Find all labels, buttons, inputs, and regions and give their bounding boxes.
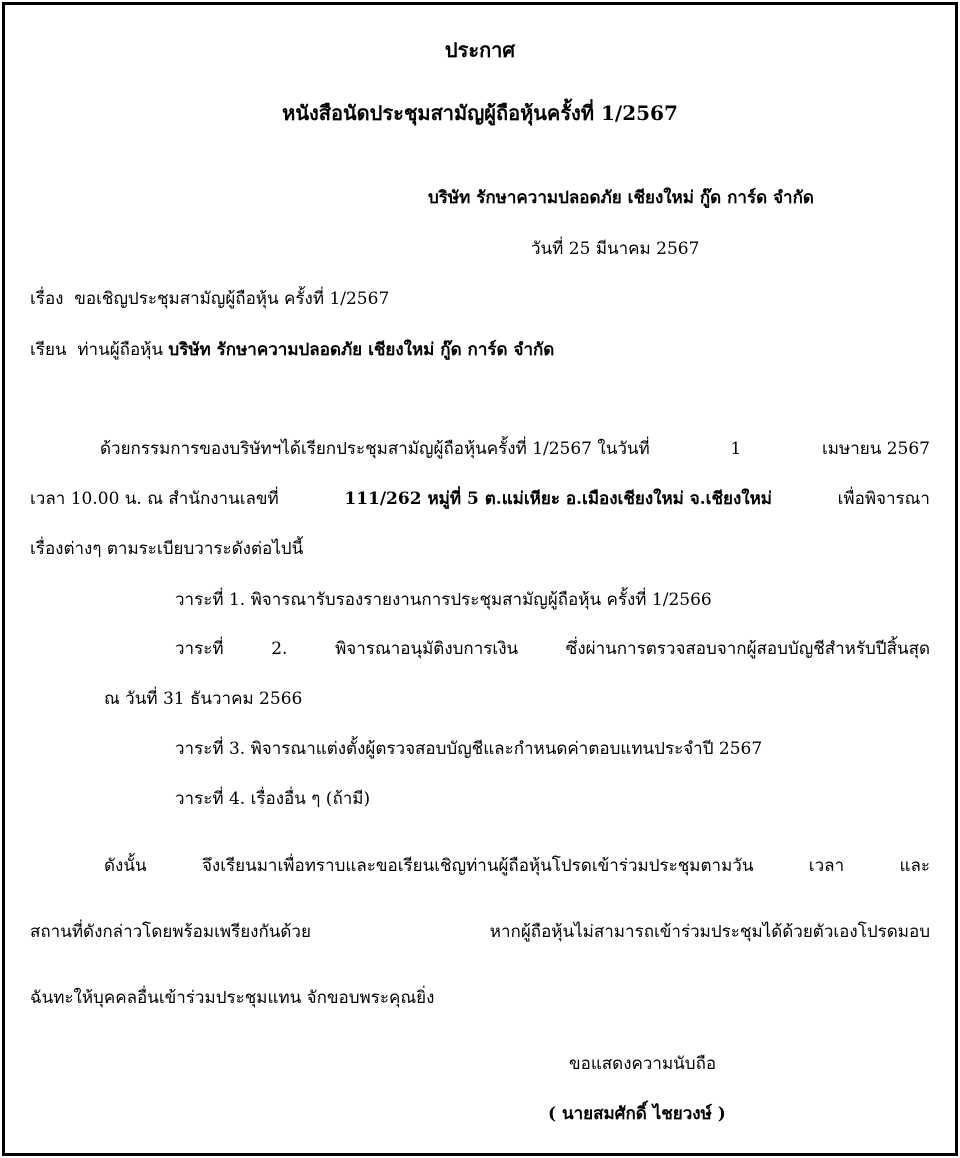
closing-line-1: ดังนั้น จึงเรียนมาเพื่อทราบและขอเรียนเชิญท่านผู้ถือหุ้นโปรดเข้าร่วมประชุมตามวัน เวลา และ	[104, 856, 930, 876]
agenda-item-3: วาระที่ 3. พิจารณาแต่งตั้งผู้ตรวจสอบบัญชีและกำหนดค่าตอบแทนประจำปี 2567	[175, 739, 763, 759]
document-border	[2, 2, 958, 1156]
signature-regards: ขอแสดงความนับถือ	[569, 1054, 717, 1074]
company-name: บริษัท รักษาความปลอดภัย เชียงใหม่ กู๊ด การ์ด จำกัด	[428, 188, 814, 208]
recipient-prefix: ท่านผู้ถือหุ้น	[77, 340, 164, 360]
agenda-item-1: วาระที่ 1. พิจารณารับรองรายงานการประชุมสามัญผู้ถือหุ้น ครั้งที่ 1/2566	[175, 590, 712, 610]
document-date: วันที่ 25 มีนาคม 2567	[531, 239, 700, 259]
intro-month-year: เมษายน 2567	[821, 439, 930, 459]
agenda-item-2-continued: ณ วันที่ 31 ธันวาคม 2566	[104, 689, 303, 709]
recipient-label: เรียน	[30, 340, 67, 360]
recipient-company: บริษัท รักษาความปลอดภัย เชียงใหม่ กู๊ด การ์ด จำกัด	[168, 340, 555, 360]
recipient-line	[30, 338, 554, 362]
subject-line	[30, 287, 389, 311]
agenda-item-2: วาระที่ 2. พิจารณาอนุมัติงบการเงิน ซึ่งผ่านการตรวจสอบจากผู้สอบบัญชีสำหรับปีสิ้นสุด	[175, 639, 930, 659]
agenda-item-4: วาระที่ 4. เรื่องอื่น ๆ (ถ้ามี)	[175, 789, 371, 809]
intro-day: 1	[730, 439, 742, 459]
document-title: ประกาศ	[444, 38, 516, 62]
intro-line-2	[30, 487, 930, 511]
document-subtitle: หนังสือนัดประชุมสามัญผู้ถือหุ้นครั้งที่ 1/2567	[282, 101, 678, 125]
closing-line-2: สถานที่ดังกล่าวโดยพร้อมเพรียงกันด้วย หากผู้ถือหุ้นไม่สามารถเข้าร่วมประชุมได้ด้วยตัวเองโปรดมอบ	[30, 922, 930, 942]
intro-time-place: เวลา 10.00 น. ณ สำนักงานเลขที่	[30, 489, 279, 509]
intro-address: 111/262 หมู่ที่ 5 ต.แม่เหียะ อ.เมืองเชียงใหม่ จ.เชียงใหม่	[344, 489, 772, 509]
intro-line-1	[100, 437, 930, 461]
closing-line-3: ฉันทะให้บุคคลอื่นเข้าร่วมประชุมแทน จักขอบพระคุณยิ่ง	[30, 988, 435, 1008]
subject-label: เรื่อง	[30, 289, 64, 309]
subject-text: ขอเชิญประชุมสามัญผู้ถือหุ้น ครั้งที่ 1/2567	[74, 289, 390, 309]
intro-purpose: เพื่อพิจารณา	[837, 489, 930, 509]
signature-name: ( นายสมศักดิ์ ไชยวงษ์ )	[548, 1104, 726, 1124]
intro-text-1: ด้วยกรรมการของบริษัทฯได้เรียกประชุมสามัญผู้ถือหุ้นครั้งที่ 1/2567 ในวันที่	[100, 439, 650, 459]
intro-line-3: เรื่องต่างๆ ตามระเบียบวาระดังต่อไปนี้	[30, 539, 304, 559]
